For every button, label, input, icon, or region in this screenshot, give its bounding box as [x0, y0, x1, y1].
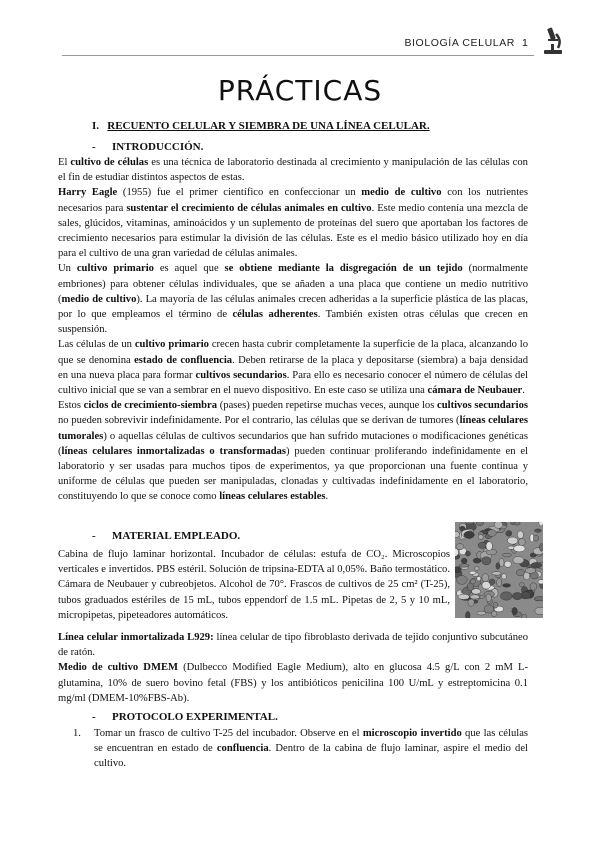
material-paragraph: Línea celular inmortalizada L929: línea celular de tipo fibroblasto derivada de tejido conjuntivo subcutáneo de ratón.	[58, 632, 528, 659]
step-text: Tomar un frasco de cultivo T-25 del incubador. Observe en el microscopio invertido que las células se encuentran en estado de confluencia. Dentro de la cabina de flujo laminar, aspire el medio del cultivo.	[94, 728, 529, 770]
page-title: PRÁCTICAS	[217, 74, 383, 107]
bold-term: se obtiene mediante la disgregación de un tejido	[224, 263, 463, 275]
bold-term: confluencia	[216, 743, 269, 755]
material-list	[58, 547, 450, 623]
bold-term: sustentar el crecimiento de células animales en cultivo	[126, 202, 372, 214]
bold-term: células adherentes	[232, 309, 318, 321]
bold-term: medio de cultivo	[61, 293, 137, 305]
material-paragraph: Cabina de flujo laminar horizontal. Incubador de células: estufa de CO₂. Microscopios verticales e invertidos. PBS estéril. Solución de tripsina-EDTA al 0,05%. Baño termostático. Cámara de Neubauer y cubreobjetos. Alcohol de 70°. Frascos de cultivos de 25 cm² (T-25), tubos graduados estériles de 15 mL, tubos eppendorf de 1.5 mL. Pipetas de 2, 5 y 10 mL, micropipetas, pipeteadores automáticos.	[58, 549, 450, 621]
cell-culture-micrograph	[455, 522, 543, 618]
intro-heading-label: INTRODUCCIÓN.	[112, 141, 204, 153]
protocol-heading	[92, 711, 278, 723]
step-number: 1.	[73, 728, 81, 739]
protocol-heading-label: PROTOCOLO EXPERIMENTAL.	[112, 711, 278, 723]
bold-term: Harry Eagle	[58, 187, 118, 199]
intro-paragraph: Las células de un cultivo primario crecen hasta cubrir completamente la superficie de la placa, alcanzando lo que se denomina estado de confluencia. Deben retirarse de la placa y depositarse (siembra) a baja densidad en una nueva placa para formar cultivos secundarios. Para ello es necesario conocer el número de células del cultivo inicial que se van a sembrar en el nuevo dispositivo. En este caso se utiliza una cámara de Neubauer.	[58, 339, 529, 397]
section-label: RECUENTO CELULAR Y SIEMBRA DE UNA LÍNEA CELULAR.	[107, 120, 430, 132]
section-heading	[92, 120, 430, 132]
bold-term: Línea celular inmortalizada L929:	[58, 632, 214, 643]
section-number: I.	[92, 120, 100, 132]
intro-paragraph: Un cultivo primario es aquel que se obtiene mediante la disgregación de un tejido (normalmente embriones) para obtener células individuales, que se añaden a una placa que contiene un medio nutritivo (medio de cultivo). La mayoría de las células animales crecen adheridas a la superficie plástica de las placas, por lo que empleamos el término de células adherentes. También existen otras células que crecen en suspensión.	[58, 263, 528, 336]
material-paragraph: Medio de cultivo DMEM (Dulbecco Modified Eagle Medium), alto en glucosa 4.5 g/L con 2 mM L-glutamina, 10% de suero bovino fetal (FBS) y los antibióticos penicilina 100 U/mL y estreptomicina 0.1 mg/ml (DMEM-10%FBS-Ab).	[58, 662, 528, 704]
microscope-icon	[540, 26, 566, 56]
bold-term: cultivo primario	[134, 339, 209, 351]
bold-term: líneas celulares inmortalizadas o transformadas	[61, 445, 287, 457]
header-rule	[62, 55, 534, 56]
bold-term: cultivo primario	[76, 263, 154, 275]
header-title: BIOLOGÍA CELULAR	[404, 37, 515, 49]
intro-body	[58, 155, 528, 505]
bold-term: estado de confluencia	[134, 354, 233, 366]
bold-term: cultivos secundarios	[195, 369, 287, 381]
bold-term: cámara de Neubauer	[427, 385, 523, 397]
material-heading-label: MATERIAL EMPLEADO.	[112, 530, 241, 542]
intro-paragraph: Estos ciclos de crecimiento-siembra (pases) pueden repetirse muchas veces, aunque los cultivos secundarios no pueden sobrevivir indefinidamente. Por el contrario, las células que se derivan de tumores (líneas celulares tumorales) o aquellas células de cultivos secundarios que han sufrido mutaciones o modificaciones genéticas (líneas celulares inmortalizadas o transformadas) pueden continuar proliferando indefinidamente en el laboratorio y ser usadas para muchos tipos de experimentos, ya que proporcionan una fuente continua y uniforme de células que pueden ser manipuladas, clonadas y cultivadas indefinidamente en el laboratorio, constituyendo lo que se conoce como líneas celulares estables.	[58, 400, 528, 503]
protocol-step	[73, 726, 528, 772]
material-details	[58, 630, 528, 706]
bold-term: ciclos de crecimiento-siembra	[83, 400, 218, 412]
bold-term: medio de cultivo	[361, 187, 442, 199]
bold-term: cultivos secundarios	[437, 400, 528, 412]
intro-paragraph: Harry Eagle (1955) fue el primer científico en confeccionar un medio de cultivo con los nutrientes necesarios para sustentar el crecimiento de células animales en cultivo. Este medio contenía una mezcla de sales, glúcidos, vitaminas, aminoácidos y un suplemento de proteínas del suero que aportaban los factores de crecimiento necesarios para estimular la división de las células. Este es el medio básico utilizado hoy en día para el cultivo de una gran variedad de células animales.	[58, 187, 528, 260]
intro-paragraph: El cultivo de células es una técnica de laboratorio destinada al crecimiento y manipulación de las células con el fin de estudiar distintos aspectos de estas.	[58, 157, 528, 184]
bullet-dash: -	[92, 141, 96, 153]
bold-term: microscopio invertido	[362, 728, 462, 739]
bold-term: cultivo de células	[70, 157, 149, 168]
material-heading	[92, 530, 240, 542]
bullet-dash: -	[92, 530, 96, 542]
bold-term: líneas celulares estables	[219, 491, 326, 503]
bullet-dash: -	[92, 711, 96, 723]
bold-term: líneas celulares tumorales	[58, 415, 528, 442]
header-page-number: 1	[522, 37, 528, 49]
bold-term: Medio de cultivo DMEM	[58, 662, 179, 674]
intro-heading	[92, 141, 203, 153]
